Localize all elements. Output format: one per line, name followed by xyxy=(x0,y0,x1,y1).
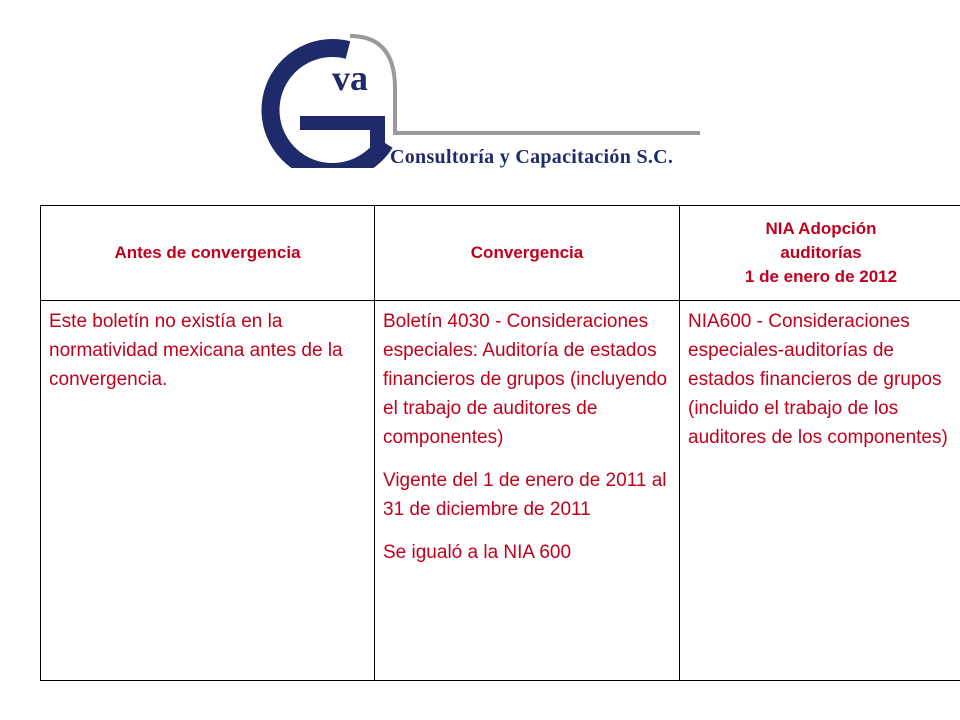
cell-paragraph: Se igualó a la NIA 600 xyxy=(383,542,572,563)
cell-paragraph: Vigente del 1 de enero de 2011 al 31 de diciembre de 2011 xyxy=(383,470,667,520)
company-name: Consultoría y Capacitación S.C. xyxy=(390,146,674,168)
header-antes xyxy=(41,206,375,301)
cell-nia xyxy=(680,301,960,681)
company-logo xyxy=(230,28,720,168)
header-nia-adopcion xyxy=(680,206,960,301)
cell-paragraph: NIA600 - Consideraciones especiales-auditorías de estados financieros de grupos (incluido el trabajo de los auditores de los componentes) xyxy=(688,311,948,448)
header-convergencia xyxy=(375,206,680,301)
cell-convergencia xyxy=(375,301,680,681)
cell-paragraph: Este boletín no existía en la normatividad mexicana antes de la convergencia. xyxy=(49,311,343,390)
cell-paragraph: Boletín 4030 - Consideraciones especiales: Auditoría de estados financieros de grupos (incluyendo el trabajo de auditores de componentes) xyxy=(383,311,668,448)
comparison-table xyxy=(40,205,960,681)
header-line: 1 de enero de 2012 xyxy=(744,267,898,286)
header-line: auditorías xyxy=(780,243,862,262)
header-line: Convergencia xyxy=(470,243,584,262)
logo-letters: va xyxy=(332,58,368,98)
header-row xyxy=(41,206,960,301)
table-row xyxy=(41,301,960,681)
header-line: Antes de convergencia xyxy=(114,243,301,262)
cell-antes xyxy=(41,301,375,681)
header-line: NIA Adopción xyxy=(765,219,877,238)
